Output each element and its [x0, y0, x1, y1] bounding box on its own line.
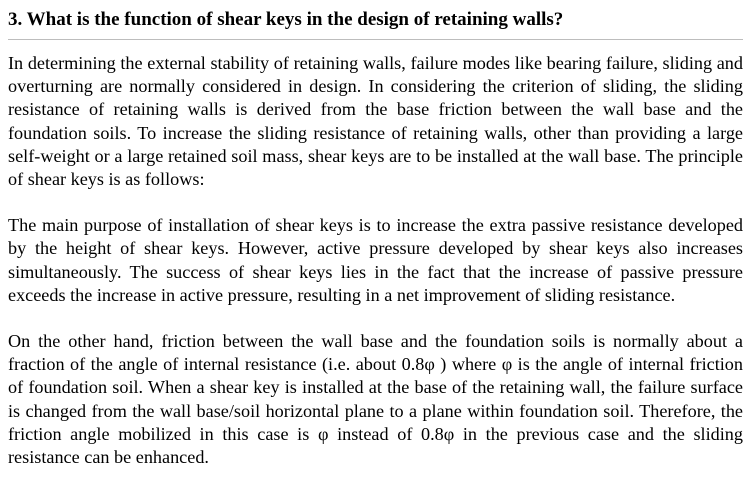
question-heading: 3. What is the function of shear keys in the design of retaining walls?: [8, 0, 743, 40]
paragraph-friction-angle: On the other hand, friction between the wall base and the foundation soils is normally about a fraction of the angle of internal resistance (i.e. about 0.8φ ) where φ is the angle of internal friction of foundation soil. When a shear key is installed at the base of the retaining wall, the failure surface is changed from the wall base/soil horizontal plane to a plane within foundation soil. Therefore, the friction angle mobilized in this case is φ instead of 0.8φ in the previous case and the sliding resistance can be enhanced.: [8, 331, 743, 468]
paragraph-failure-modes: In determining the external stability of retaining walls, failure modes like bearing failure, sliding and overturning are normally considered in design. In considering the criterion of sliding, the sliding resistance of retaining walls is derived from the base friction between the wall base and the foundation soils. To increase the sliding resistance of retaining walls, other than providing a large self-weight or a large retained soil mass, shear keys are to be installed at the wall base. The principle of shear keys is as follows:: [8, 53, 743, 190]
paragraph-passive-resistance: The main purpose of installation of shear keys is to increase the extra passive resistance developed by the height of shear keys. However, active pressure developed by shear keys also increases simultaneously. The success of shear keys lies in the fact that the increase of passive pressure exceeds the increase in active pressure, resulting in a net improvement of sliding resistance.: [8, 215, 743, 305]
answer-body: [8, 52, 743, 492]
